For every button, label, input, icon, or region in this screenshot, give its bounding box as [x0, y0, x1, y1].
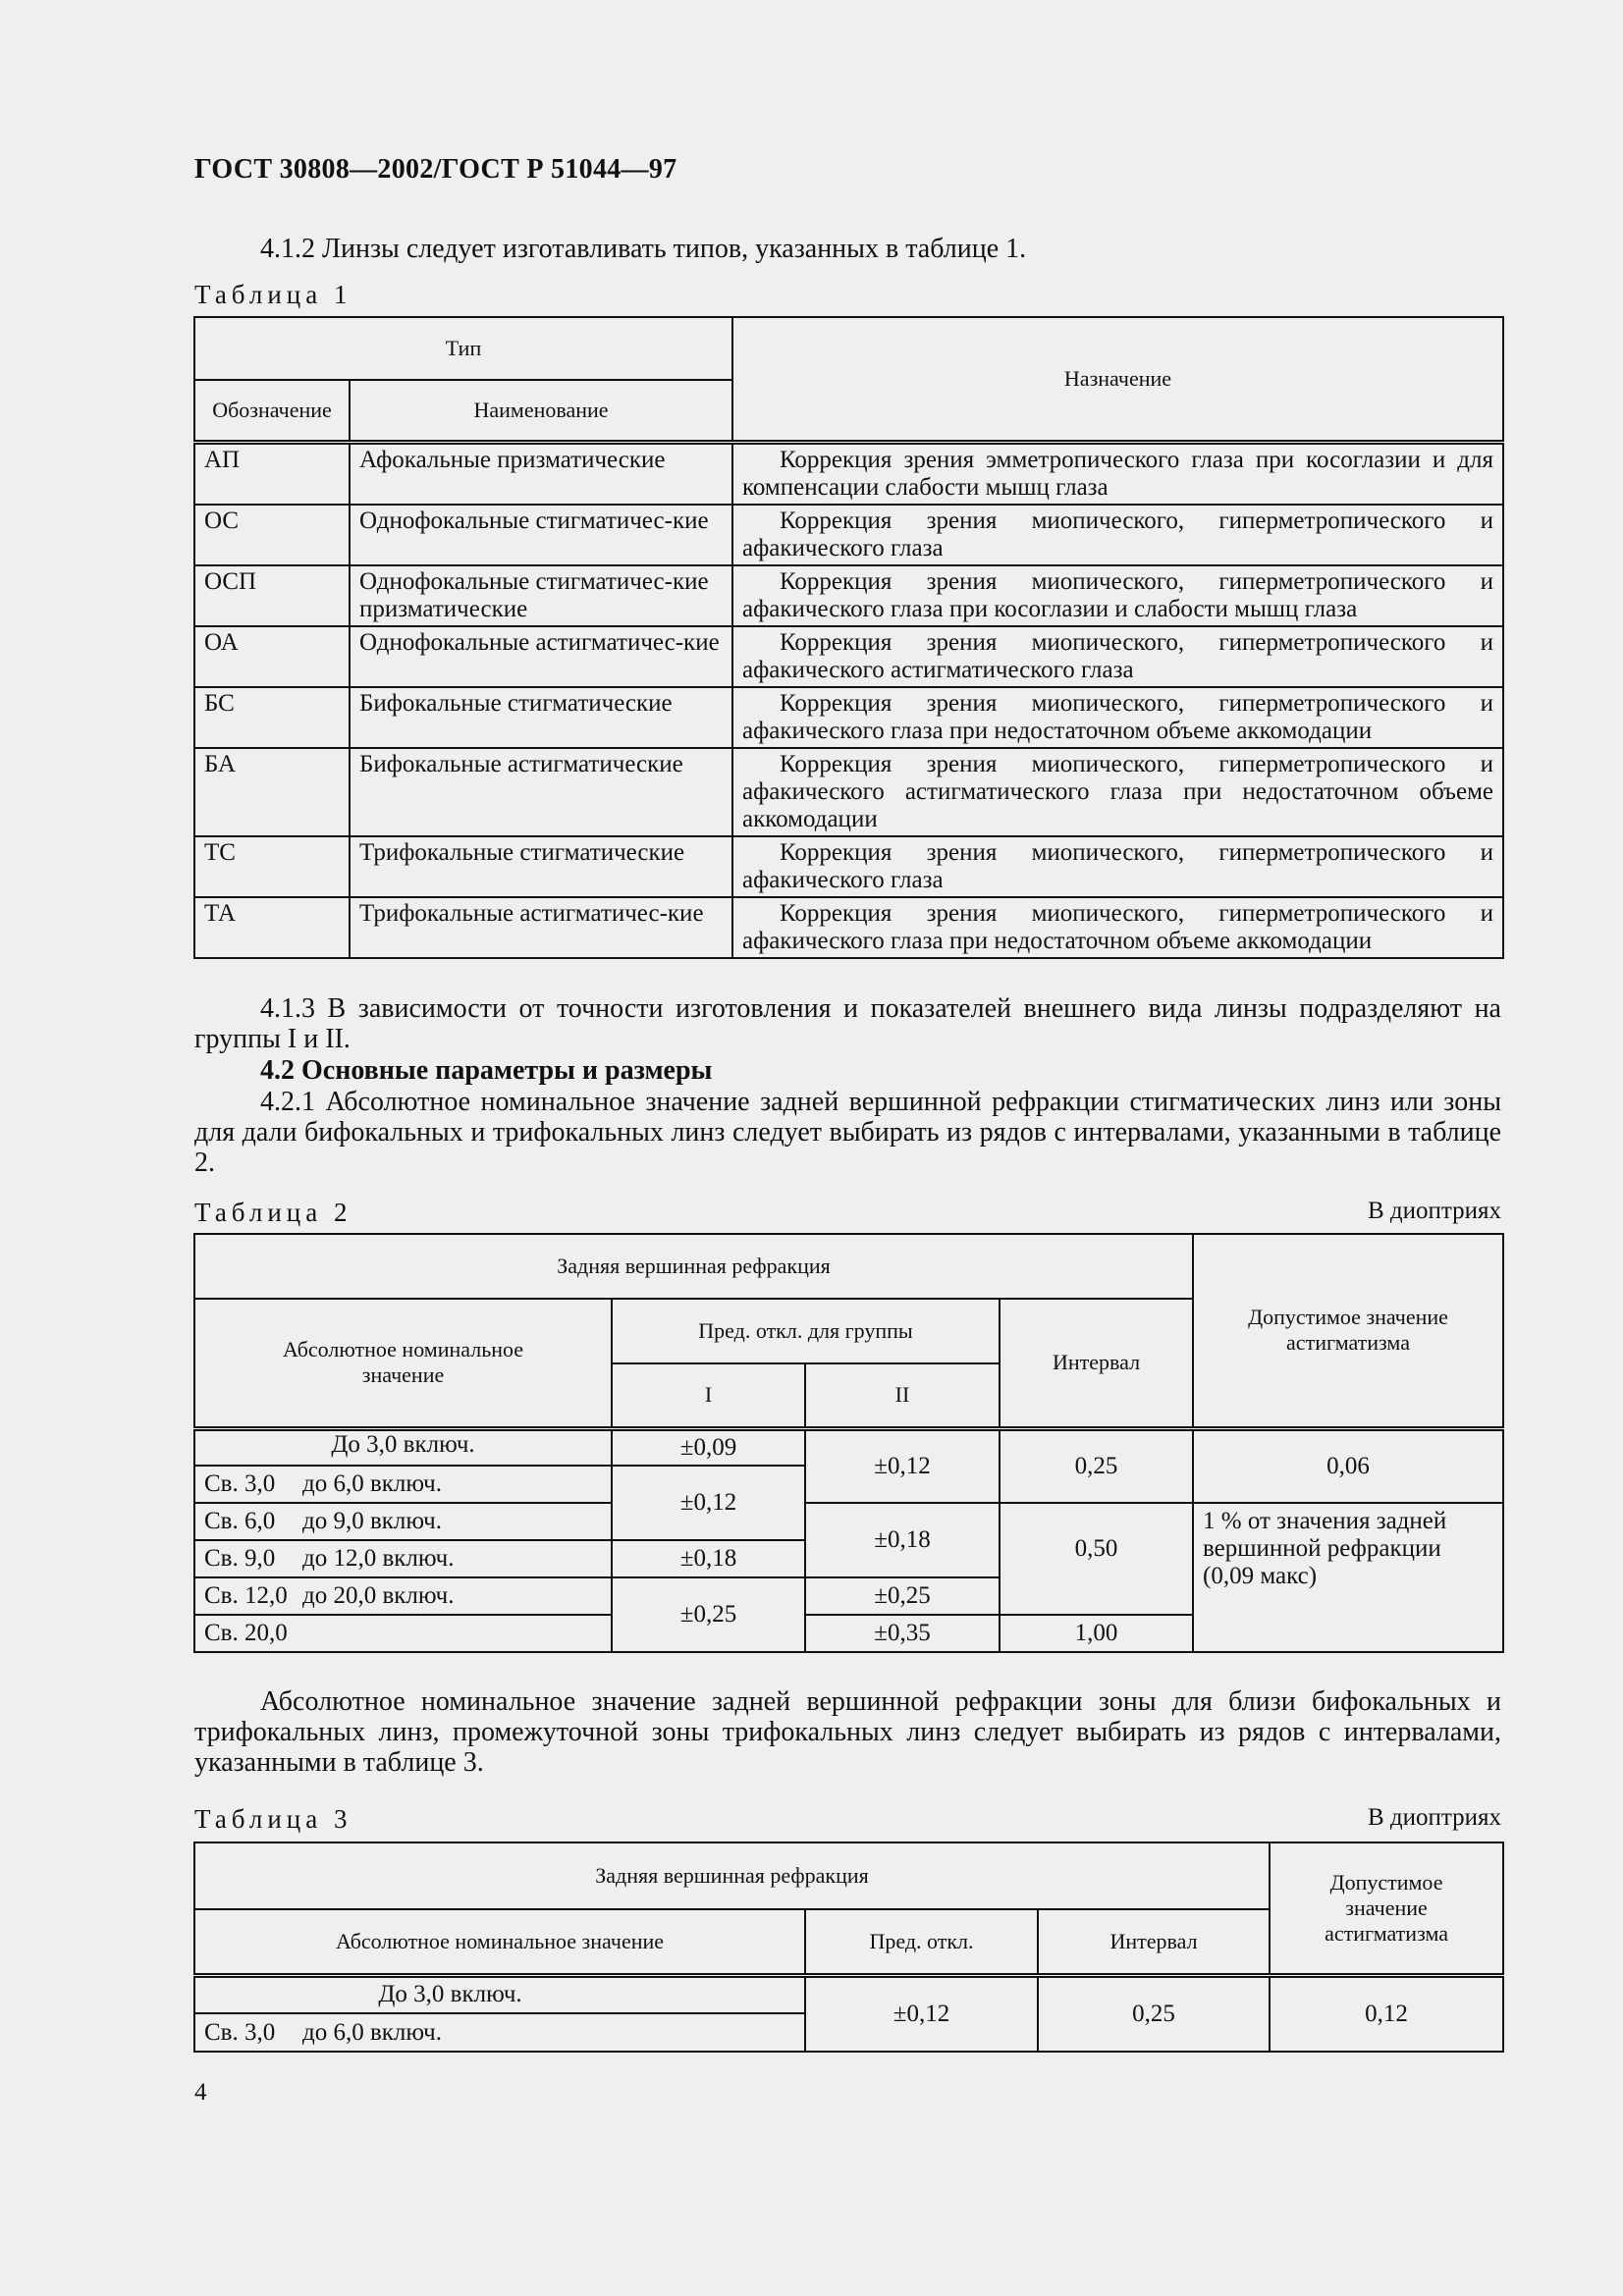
page-number: 4 — [194, 2079, 207, 2106]
t2-g2-value: ±0,12 — [805, 1428, 1000, 1503]
t2-interval-value: 1,00 — [1000, 1615, 1193, 1652]
t2-head-group-1: I — [612, 1363, 805, 1428]
t2-g1-value: ±0,25 — [612, 1577, 805, 1652]
t1-name: Трифокальные стигматические — [350, 836, 732, 897]
t2-nominal-from: Св. 12,0 — [204, 1582, 288, 1609]
t2-head-refraction: Задняя вершинная рефракция — [194, 1234, 1193, 1299]
standard-designation: ГОСТ 30808—2002/ГОСТ Р 51044—97 — [194, 154, 677, 185]
t2-nominal-to: до 9,0 включ. — [302, 1508, 442, 1534]
t2-nominal-from: Св. 20,0 — [204, 1620, 288, 1646]
table-1 — [193, 316, 1504, 959]
t2-nominal-from: Св. 9,0 — [204, 1545, 276, 1572]
t2-nominal-from: Св. 6,0 — [204, 1508, 276, 1534]
t1-purpose: Коррекция зрения эмметропического глаза при косоглазии и для компенсации слабости мышц глаза — [732, 442, 1503, 505]
t1-code: БА — [194, 748, 350, 836]
t1-code: БС — [194, 687, 350, 748]
paragraph-4-1-3: 4.1.3 В зависимости от точности изготовления и показателей внешнего вида линзы подразделяют на группы I и II. — [194, 993, 1501, 1054]
t1-head-purpose: Назначение — [732, 317, 1503, 442]
t1-name: Бифокальные астигматические — [350, 748, 732, 836]
t2-g2-value: ±0,25 — [805, 1577, 1000, 1615]
t3-head-interval: Интервал — [1038, 1909, 1270, 1975]
t2-astig-value: 1 % от значения задней вершинной рефракции (0,09 макс) — [1193, 1503, 1503, 1652]
t3-nominal-to: до 6,0 включ. — [302, 2018, 442, 2046]
table1-row — [194, 442, 1503, 505]
t2-nominal-to: до 20,0 включ. — [302, 1582, 455, 1609]
t1-name: Бифокальные стигматические — [350, 687, 732, 748]
section-heading-4-2: 4.2 Основные параметры и размеры — [260, 1055, 713, 1086]
t2-g1-value: ±0,09 — [612, 1428, 805, 1466]
t1-code: ТА — [194, 897, 350, 958]
t1-purpose: Коррекция зрения миопического, гиперметропического и афакического глаза при косоглазии и слабости мышц глаза — [732, 565, 1503, 626]
t3-astig-value: 0,12 — [1270, 1975, 1503, 2052]
t2-nominal-to: До 3,0 включ. — [331, 1430, 475, 1458]
t1-purpose: Коррекция зрения миопического, гиперметропического и афакического глаза при недостаточном объеме аккомодации — [732, 687, 1503, 748]
t1-code: АП — [194, 442, 350, 505]
table1-row — [194, 836, 1503, 897]
t1-purpose: Коррекция зрения миопического, гиперметропического и афакического астигматического глаза при недостаточном объеме аккомодации — [732, 748, 1503, 836]
t1-code: ОА — [194, 626, 350, 687]
t3-head-nominal: Абсолютное номинальное значение — [194, 1909, 805, 1975]
table1-row — [194, 748, 1503, 836]
t2-head-astig: Допустимое значение астигматизма — [1193, 1234, 1503, 1428]
t2-row-nominal — [194, 1615, 612, 1652]
t2-head-interval: Интервал — [1000, 1299, 1193, 1428]
t1-code: ОС — [194, 505, 350, 565]
table-2 — [193, 1233, 1504, 1653]
t2-row-nominal — [194, 1503, 612, 1540]
t2-row-nominal — [194, 1540, 612, 1577]
t3-head-astig: Допустимое значение астигматизма — [1270, 1842, 1503, 1975]
t1-purpose: Коррекция зрения миопического, гиперметропического и афакического глаза — [732, 836, 1503, 897]
t1-name: Однофокальные астигматичес-кие — [350, 626, 732, 687]
t2-row-nominal — [194, 1577, 612, 1615]
table3-caption: Таблица 3 — [194, 1804, 352, 1834]
table2-unit: В диоптриях — [1367, 1198, 1501, 1224]
t1-purpose: Коррекция зрения миопического, гиперметропического и афакического астигматического глаза — [732, 626, 1503, 687]
t2-nominal-from: Св. 3,0 — [204, 1470, 276, 1497]
t2-head-tolerance: Пред. откл. для группы — [612, 1299, 1000, 1363]
t2-nominal-to: до 12,0 включ. — [302, 1545, 455, 1572]
t1-head-type: Тип — [194, 317, 732, 380]
t3-head-refraction: Задняя вершинная рефракция — [194, 1842, 1270, 1909]
table1-row — [194, 626, 1503, 687]
t2-g2-value: ±0,18 — [805, 1503, 1000, 1577]
t2-row-nominal — [194, 1428, 612, 1466]
t2-g1-value: ±0,12 — [612, 1466, 805, 1540]
table1-row — [194, 687, 1503, 748]
paragraph-table3-intro: Абсолютное номинальное значение задней вершинной рефракции зоны для близи бифокальных и трифокальных линз, промежуточной зоны трифокальных линз следует выбирать из рядов с интервалами, указанными в таблице 3. — [194, 1686, 1501, 1778]
t2-astig-value: 0,06 — [1193, 1428, 1503, 1503]
table1-row — [194, 565, 1503, 626]
t1-name: Афокальные призматические — [350, 442, 732, 505]
t2-head-nominal: Абсолютное номинальное значение — [194, 1299, 612, 1428]
t1-name: Трифокальные астигматичес-кие — [350, 897, 732, 958]
paragraph-4-2-1: 4.2.1 Абсолютное номинальное значение задней вершинной рефракции стигматических линз или зоны для дали бифокальных и трифокальных линз следует выбирать из рядов с интервалами, указанными в таблице 2. — [194, 1087, 1501, 1178]
t1-code: ТС — [194, 836, 350, 897]
table1-row — [194, 897, 1503, 958]
table2-caption: Таблица 2 — [194, 1198, 352, 1227]
t3-head-tolerance: Пред. откл. — [805, 1909, 1038, 1975]
t3-nominal-from: Св. 3,0 — [204, 2018, 276, 2046]
t1-name: Однофокальные стигматичес-кие — [350, 505, 732, 565]
table1-caption: Таблица 1 — [194, 280, 352, 309]
t3-row-nominal — [194, 2013, 805, 2052]
t2-g2-value: ±0,35 — [805, 1615, 1000, 1652]
t2-head-group-2: II — [805, 1363, 1000, 1428]
t1-purpose: Коррекция зрения миопического, гиперметропического и афакического глаза — [732, 505, 1503, 565]
t2-g1-value: ±0,18 — [612, 1540, 805, 1577]
table1-row — [194, 505, 1503, 565]
t1-head-designation: Обозначение — [194, 380, 350, 442]
t3-tolerance-value: ±0,12 — [805, 1975, 1038, 2052]
t3-interval-value: 0,25 — [1038, 1975, 1270, 2052]
t1-purpose: Коррекция зрения миопического, гиперметропического и афакического глаза при недостаточном объеме аккомодации — [732, 897, 1503, 958]
t2-row-nominal — [194, 1466, 612, 1503]
t3-nominal-to: До 3,0 включ. — [378, 1981, 522, 2008]
paragraph-4-1-2: 4.1.2 Линзы следует изготавливать типов, указанных в таблице 1. — [260, 234, 1027, 264]
t1-code: ОСП — [194, 565, 350, 626]
t1-name: Однофокальные стигматичес-кие призматические — [350, 565, 732, 626]
table-3 — [193, 1842, 1504, 2053]
t2-interval-value: 0,25 — [1000, 1428, 1193, 1503]
t3-row-nominal — [194, 1975, 805, 2013]
t2-interval-value: 0,50 — [1000, 1503, 1193, 1615]
t1-head-name: Наименование — [350, 380, 732, 442]
t2-nominal-to: до 6,0 включ. — [302, 1470, 442, 1497]
table3-unit: В диоптриях — [1367, 1804, 1501, 1831]
